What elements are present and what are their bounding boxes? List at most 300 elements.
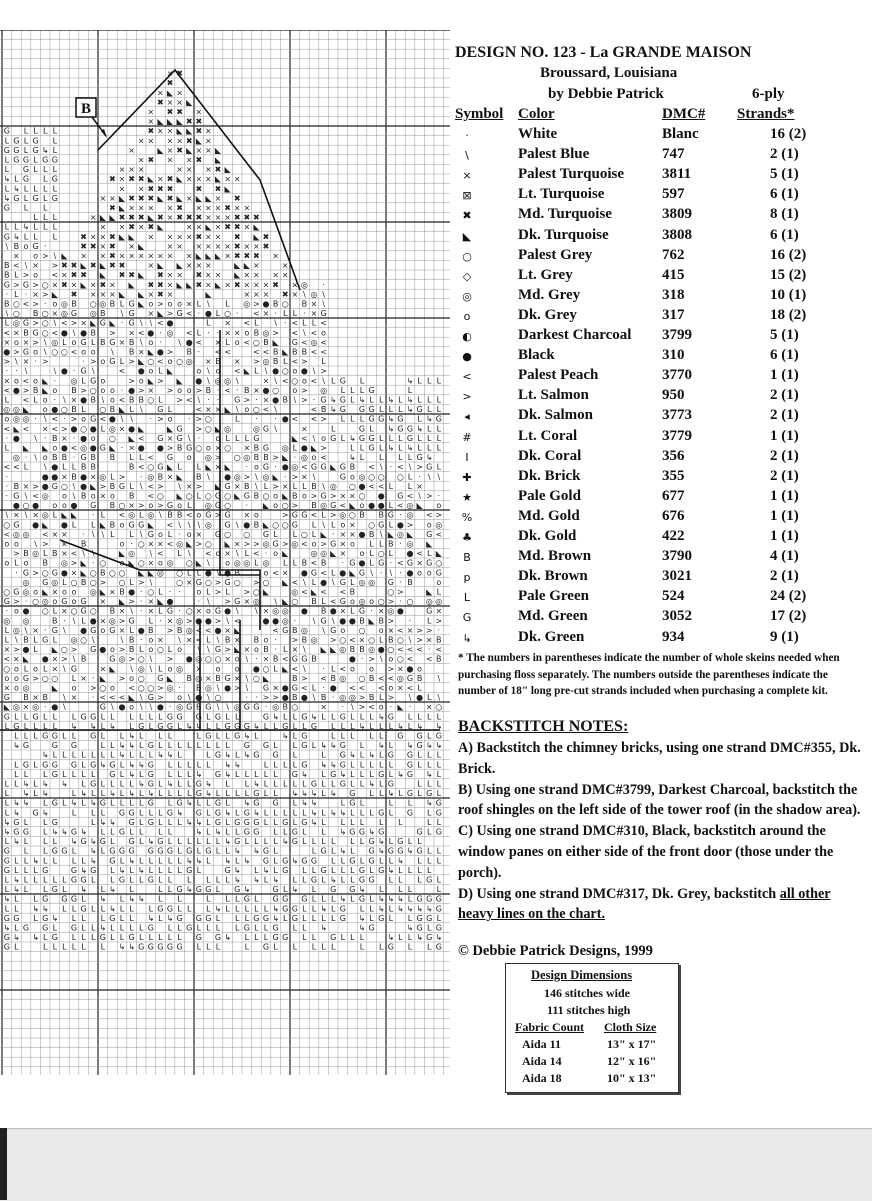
pattern-stitch: ○ — [348, 510, 356, 520]
pattern-stitch: ◣ — [176, 193, 183, 203]
pattern-stitch: L — [129, 453, 134, 463]
pattern-stitch: L — [330, 721, 336, 731]
pattern-stitch: L — [302, 827, 307, 837]
pattern-stitch: L — [196, 568, 202, 578]
pattern-stitch: ◎ — [176, 664, 184, 674]
pattern-stitch: B — [109, 453, 116, 463]
pattern-stitch: B — [330, 673, 336, 683]
pattern-stitch: × — [205, 241, 212, 251]
pattern-stitch: × — [243, 597, 251, 607]
pattern-stitch: ↳ — [377, 894, 385, 904]
pattern-stitch: G — [214, 808, 222, 818]
pattern-stitch: \ — [187, 520, 191, 530]
pattern-stitch: L — [71, 856, 77, 866]
pattern-stitch: G — [138, 942, 145, 952]
pattern-stitch: × — [214, 193, 222, 203]
pattern-stitch: ● — [60, 328, 68, 338]
pattern-stitch: ↳ — [262, 865, 270, 875]
pattern-stitch: B — [378, 616, 384, 626]
pattern-stitch: ↳ — [416, 933, 423, 943]
pattern-stitch: B — [282, 702, 288, 712]
pattern-stitch: ○ — [233, 577, 241, 587]
pattern-stitch: o — [177, 501, 183, 511]
pattern-stitch: o — [426, 568, 432, 578]
pattern-stitch: G — [99, 837, 106, 847]
pattern-stitch: × — [13, 328, 20, 338]
pattern-stitch: × — [99, 664, 107, 674]
ring-symbol-icon: o — [463, 309, 471, 323]
pattern-stitch: G — [195, 789, 202, 799]
pattern-stitch: G — [80, 712, 87, 722]
pattern-stitch: × — [262, 376, 270, 386]
pattern-stitch: G — [243, 827, 250, 837]
pattern-stitch: × — [320, 702, 327, 712]
pattern-stitch: G — [406, 789, 414, 799]
pattern-stitch: L — [4, 184, 10, 194]
pattern-stitch: > — [70, 645, 78, 655]
pattern-stitch: G — [3, 846, 10, 856]
pattern-stitch: o — [196, 510, 202, 520]
pattern-stitch: < — [22, 299, 30, 309]
pattern-stitch: G — [397, 491, 404, 501]
pattern-stitch: L — [42, 664, 48, 674]
pattern-stitch: B — [359, 616, 365, 626]
pattern-stitch: ○ — [137, 673, 145, 683]
pattern-stitch: ● — [166, 597, 174, 607]
pattern-stitch: G — [416, 731, 423, 741]
pattern-stitch: > — [272, 481, 279, 491]
pattern-stitch: L — [14, 942, 19, 952]
pattern-stitch: ✖ — [147, 222, 155, 232]
pattern-stitch: G — [128, 817, 135, 827]
pattern-stitch: L — [81, 798, 86, 808]
pattern-stitch: L — [340, 721, 346, 731]
pattern-stitch: ↳ — [109, 885, 116, 895]
pattern-stitch: L — [350, 721, 355, 731]
pattern-stitch: ◎ — [12, 318, 20, 328]
pattern-stitch: \ — [53, 318, 57, 328]
pattern-stitch: G — [80, 453, 87, 463]
pattern-stitch: G — [128, 318, 135, 328]
pattern-stitch: ○ — [89, 385, 97, 395]
pattern-stitch: ↳ — [41, 779, 49, 789]
pattern-stitch: < — [377, 481, 385, 491]
pattern-stitch: L — [350, 395, 355, 405]
legend-dmc-number: 3773 — [662, 407, 692, 424]
pattern-stitch: ◣ — [224, 184, 231, 194]
pattern-stitch: × — [166, 270, 174, 280]
pattern-stitch: \ — [197, 520, 201, 530]
pattern-stitch: < — [368, 481, 375, 491]
pattern-stitch: ↳ — [416, 904, 423, 914]
pattern-stitch: ○ — [70, 577, 78, 587]
pattern-stitch: ↳ — [272, 913, 279, 923]
pattern-stitch: G — [243, 894, 250, 904]
legend-strands: 8 (1) — [770, 206, 799, 223]
legend-row — [452, 206, 852, 226]
pattern-stitch: L — [417, 875, 422, 885]
pattern-stitch: × — [166, 145, 174, 155]
pattern-stitch: L — [129, 798, 134, 808]
pattern-stitch: ✖ — [195, 184, 203, 194]
pattern-stitch: ↳ — [320, 741, 327, 751]
pattern-stitch: o — [196, 587, 202, 597]
pattern-stitch: < — [32, 491, 39, 501]
pattern-stitch: L — [417, 376, 422, 386]
pattern-stitch: < — [3, 654, 11, 664]
pattern-stitch: L — [378, 395, 384, 405]
pattern-stitch: L — [42, 769, 48, 779]
pattern-stitch: ◣ — [51, 645, 58, 655]
pattern-stitch: ● — [329, 606, 337, 616]
pattern-stitch: L — [359, 453, 365, 463]
pattern-stitch: L — [62, 904, 67, 914]
pattern-stitch: ● — [137, 625, 145, 635]
pattern-stitch: L — [292, 721, 298, 731]
pattern-stitch: B — [109, 299, 116, 309]
pattern-stitch: G — [195, 913, 202, 923]
pattern-stitch: ◣ — [157, 222, 164, 232]
pattern-stitch: L — [177, 817, 182, 827]
pattern-stitch: ● — [89, 424, 97, 434]
pattern-stitch: ○ — [99, 558, 107, 568]
pattern-stitch: × — [147, 289, 155, 299]
pattern-stitch: G — [339, 712, 346, 722]
pattern-stitch: L — [110, 750, 115, 760]
pattern-stitch: ◣ — [282, 347, 289, 357]
pattern-stitch: > — [416, 635, 423, 645]
pattern-stitch: L — [340, 433, 346, 443]
pattern-stitch: G — [243, 817, 250, 827]
pattern-stitch: L — [100, 904, 106, 914]
pattern-stitch: L — [119, 923, 125, 933]
pattern-stitch: B — [349, 645, 356, 655]
pattern-stitch: L — [167, 760, 173, 770]
pattern-stitch: G — [128, 616, 135, 626]
pattern-stitch: × — [185, 193, 193, 203]
fabric-row-1: Aida 11 — [522, 1037, 562, 1051]
pattern-stitch: G — [349, 856, 356, 866]
pattern-stitch: G — [243, 702, 250, 712]
pattern-stitch: ◎ — [406, 539, 414, 549]
pattern-stitch: L — [196, 760, 202, 770]
pattern-stitch: G — [214, 769, 222, 779]
pattern-stitch: ↳ — [147, 913, 155, 923]
pattern-stitch: L — [398, 395, 403, 405]
pattern-stitch: o — [340, 625, 346, 635]
pattern-stitch: \ — [139, 337, 143, 347]
pattern-stitch: ✖ — [233, 222, 241, 232]
pattern-stitch: > — [253, 357, 260, 367]
pattern-stitch: · — [264, 702, 268, 712]
pattern-stitch: ◣ — [234, 625, 241, 635]
pattern-stitch: L — [263, 481, 269, 491]
pattern-stitch: \ — [437, 693, 441, 703]
pattern-stitch: G — [157, 433, 164, 443]
pattern-stitch: L — [359, 798, 365, 808]
pattern-stitch: L — [14, 558, 19, 568]
pattern-stitch: L — [167, 529, 173, 539]
pattern-stitch: G — [176, 309, 183, 319]
pattern-stitch: × — [205, 232, 212, 242]
pattern-stitch: · — [139, 472, 143, 482]
pattern-stitch: G — [214, 798, 222, 808]
pattern-stitch: L — [81, 933, 86, 943]
pattern-stitch: × — [224, 318, 231, 328]
pattern-stitch: < — [397, 645, 404, 655]
pattern-stitch: ○ — [291, 702, 299, 712]
pattern-stitch: ◎ — [320, 549, 328, 559]
pattern-stitch: ↳ — [137, 894, 145, 904]
pattern-stitch: ● — [224, 472, 232, 482]
dot-symbol-icon: · — [465, 129, 469, 142]
pattern-stitch: G — [51, 731, 58, 741]
pattern-stitch: o — [119, 520, 125, 530]
pattern-stitch: < — [185, 510, 193, 520]
pattern-stitch: L — [138, 933, 144, 943]
pattern-stitch: × — [262, 289, 270, 299]
pattern-stitch: × — [253, 261, 260, 271]
pattern-stitch: ◣ — [253, 232, 260, 242]
pattern-stitch: · — [178, 529, 181, 539]
pattern-stitch: × — [205, 213, 212, 223]
pattern-stitch: ◣ — [368, 616, 375, 626]
pattern-stitch: ↳ — [89, 856, 97, 866]
pattern-stitch: L — [119, 856, 125, 866]
pattern-stitch: ○ — [89, 577, 97, 587]
pattern-stitch: B — [272, 357, 279, 367]
pattern-stitch: o — [244, 405, 250, 415]
pattern-stitch: · — [322, 664, 325, 674]
pattern-stitch: ◎ — [12, 414, 20, 424]
pattern-stitch: L — [206, 875, 211, 885]
pattern-stitch: > — [320, 539, 327, 549]
pattern-stitch: G — [128, 309, 135, 319]
pattern-stitch: L — [369, 865, 374, 875]
pattern-stitch: < — [310, 328, 318, 338]
pattern-stitch: L — [330, 779, 336, 789]
legend-color-name: Pale Gold — [518, 487, 581, 504]
pattern-stitch: L — [42, 933, 48, 943]
pattern-stitch: G — [262, 443, 270, 453]
pattern-stitch: G — [214, 712, 222, 722]
pattern-stitch: L — [359, 443, 365, 453]
pattern-stitch: L — [378, 856, 384, 866]
pattern-stitch: B — [109, 405, 116, 415]
pattern-stitch: L — [167, 875, 173, 885]
pattern-stitch: ○ — [300, 529, 308, 539]
pattern-stitch: G — [157, 837, 164, 847]
legend-strands: 1 (1) — [770, 427, 799, 444]
pattern-stitch: o — [157, 558, 163, 568]
pattern-stitch: L — [4, 635, 10, 645]
pattern-stitch: ↳ — [137, 760, 145, 770]
pattern-stitch: L — [129, 625, 134, 635]
pattern-stitch: > — [281, 510, 289, 520]
pattern-stitch: ● — [281, 693, 289, 703]
pattern-stitch: L — [196, 865, 202, 875]
pattern-stitch: L — [321, 942, 326, 952]
pattern-stitch: B — [253, 453, 260, 463]
pattern-stitch: ○ — [387, 587, 395, 597]
pattern-stitch: L — [186, 769, 192, 779]
pattern-stitch: ○ — [387, 645, 395, 655]
pattern-stitch: × — [137, 155, 145, 165]
pattern-stitch: ↳ — [185, 856, 193, 866]
pattern-stitch: G — [166, 453, 174, 463]
pattern-stitch: ● — [224, 568, 232, 578]
pattern-stitch: < — [320, 347, 327, 357]
pattern-stitch: × — [205, 673, 212, 683]
pattern-stitch: L — [263, 721, 269, 731]
pattern-stitch: ○ — [89, 568, 97, 578]
pattern-stitch: G — [435, 942, 442, 952]
pattern-stitch: L — [52, 942, 58, 952]
pattern-stitch: ↳ — [387, 894, 395, 904]
pattern-stitch: × — [147, 261, 155, 271]
pattern-stitch: · — [5, 472, 9, 482]
pattern-stitch: ✖ — [214, 184, 222, 194]
pattern-stitch: \ — [312, 472, 316, 482]
pattern-stitch: ↳ — [243, 856, 251, 866]
pattern-stitch: ↳ — [157, 750, 164, 760]
pattern-stitch: ◎ — [99, 299, 107, 309]
pattern-stitch: o — [167, 357, 173, 367]
boxed-cross-symbol-icon: ⊠ — [462, 189, 472, 203]
pattern-stitch: L — [215, 309, 221, 319]
pattern-stitch: \ — [245, 683, 249, 693]
pattern-stitch: o — [100, 385, 106, 395]
pattern-stitch: < — [339, 501, 347, 511]
pattern-stitch: ● — [32, 520, 40, 530]
pattern-stitch: \ — [322, 481, 325, 491]
pattern-stitch: > — [166, 347, 174, 357]
pattern-stitch: L — [311, 837, 317, 847]
pattern-stitch: ◣ — [262, 520, 270, 530]
pattern-stitch: \ — [207, 376, 210, 386]
pattern-stitch: · — [389, 462, 393, 472]
pattern-stitch: > — [262, 693, 270, 703]
pattern-stitch: G — [339, 750, 346, 760]
pattern-stitch: ◣ — [128, 693, 135, 703]
pattern-stitch: ↳ — [13, 933, 20, 943]
pattern-stitch: L — [90, 904, 96, 914]
pattern-stitch: L — [282, 885, 288, 895]
pattern-stitch: G — [282, 865, 289, 875]
pattern-stitch: ↳ — [387, 443, 395, 453]
pattern-stitch: ● — [3, 347, 11, 357]
pattern-stitch: < — [339, 587, 347, 597]
pattern-stitch: · — [43, 241, 47, 251]
pattern-stitch: G — [118, 875, 126, 885]
pattern-stitch: × — [176, 136, 183, 146]
pattern-stitch: ○ — [262, 577, 270, 587]
pattern-stitch: L — [350, 577, 355, 587]
pattern-stitch: × — [195, 664, 203, 674]
pattern-stitch: ↳ — [13, 741, 20, 751]
pattern-stitch: G — [205, 846, 212, 856]
pattern-stitch: L — [158, 933, 163, 943]
pattern-stitch: ✖ — [128, 222, 135, 232]
pattern-stitch: ↳ — [3, 817, 11, 827]
pattern-stitch: L — [225, 712, 230, 722]
pattern-stitch: L — [33, 232, 38, 242]
legend-strands: 4 (1) — [770, 548, 799, 565]
pattern-stitch: G — [80, 337, 87, 347]
pattern-stitch: o — [388, 683, 394, 693]
pattern-stitch: o — [13, 376, 19, 386]
pattern-stitch: \ — [82, 549, 85, 559]
pattern-stitch: · — [91, 510, 95, 520]
pattern-stitch: × — [3, 683, 11, 693]
pattern-stitch: L — [436, 875, 442, 885]
pattern-stitch: × — [128, 501, 135, 511]
pattern-stitch: > — [233, 683, 241, 693]
pattern-stitch: ◎ — [70, 635, 78, 645]
pattern-stitch: × — [80, 318, 87, 328]
pattern-stitch: L — [302, 808, 307, 818]
pattern-stitch: × — [128, 165, 135, 175]
pattern-stitch: ↳ — [339, 827, 347, 837]
pattern-stitch: L — [436, 405, 442, 415]
pattern-stitch: × — [157, 174, 164, 184]
pattern-stitch: ◎ — [272, 606, 280, 616]
pattern-stitch: G — [195, 885, 202, 895]
pattern-stitch: ◣ — [61, 510, 68, 520]
pattern-stitch: L — [369, 789, 374, 799]
pattern-stitch: ◣ — [406, 529, 414, 539]
pattern-stitch: ↳ — [99, 760, 107, 770]
pattern-stitch: < — [435, 529, 443, 539]
pattern-stitch: G — [80, 597, 87, 607]
pattern-stitch: L — [71, 673, 77, 683]
pattern-stitch: G — [70, 741, 78, 751]
pattern-stitch: > — [291, 472, 299, 482]
pattern-stitch: B — [176, 625, 183, 635]
pattern-stitch: ↳ — [397, 904, 404, 914]
legend-dmc-number: 422 — [662, 528, 685, 544]
pattern-stitch: ◣ — [70, 510, 78, 520]
pattern-stitch: L — [14, 856, 19, 866]
pattern-stitch: ◣ — [330, 462, 337, 472]
pattern-stitch: o — [301, 376, 307, 386]
pattern-stitch: × — [109, 193, 116, 203]
pattern-stitch: · — [370, 606, 373, 616]
pattern-stitch: G — [157, 405, 164, 415]
pattern-stitch: B — [263, 645, 269, 655]
pattern-stitch: B — [80, 539, 87, 549]
pattern-stitch: G — [51, 798, 58, 808]
pattern-stitch: o — [109, 491, 115, 501]
pattern-stitch: G — [301, 856, 308, 866]
pattern-stitch: L — [378, 779, 384, 789]
pattern-stitch: ↳ — [243, 798, 251, 808]
pattern-stitch: L — [359, 769, 365, 779]
pattern-stitch: G — [262, 741, 270, 751]
pattern-stitch: L — [321, 510, 326, 520]
pattern-stitch: ↳ — [233, 875, 241, 885]
pattern-stitch: L — [158, 808, 163, 818]
pattern-stitch: · — [274, 645, 277, 655]
pattern-stitch: ◎ — [291, 462, 299, 472]
pattern-stitch: G — [70, 760, 78, 770]
pattern-stitch: ● — [262, 385, 270, 395]
pattern-stitch: L — [4, 779, 10, 789]
pattern-stitch: \ — [197, 645, 201, 655]
pattern-stitch: B — [407, 577, 413, 587]
pattern-stitch: ↳ — [80, 827, 87, 837]
pattern-stitch: × — [224, 625, 231, 635]
